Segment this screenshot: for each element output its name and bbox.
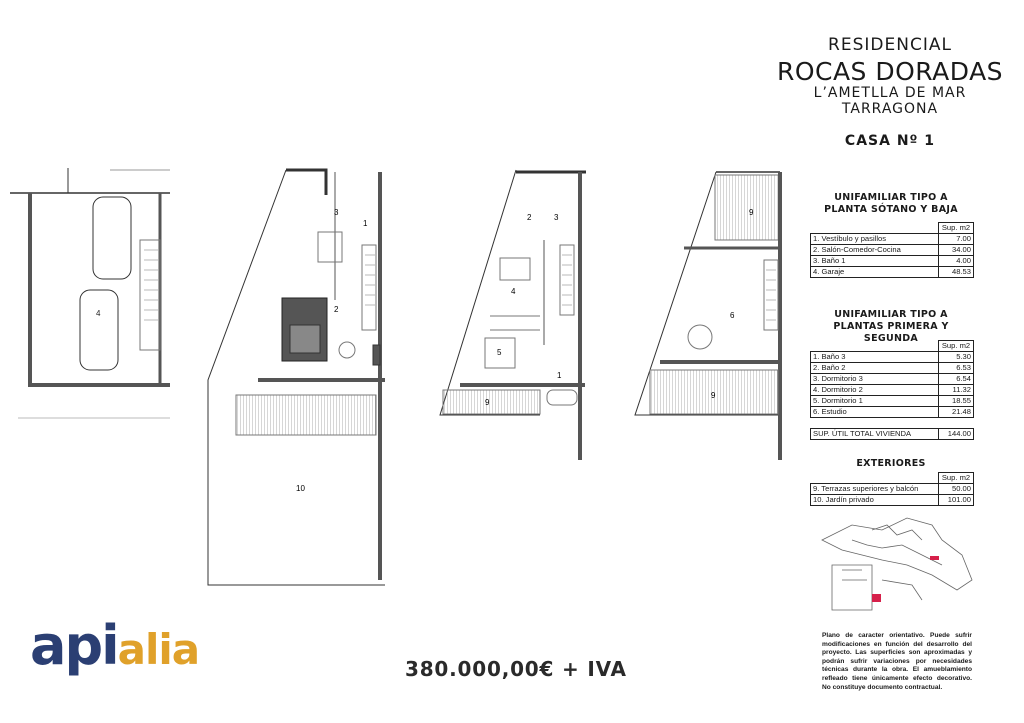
table-row: 1. Vestíbulo y pasillos 7.00: [811, 234, 974, 245]
logo-api: api: [30, 614, 118, 677]
total-value: 144.00: [939, 429, 974, 440]
table-row: 5. Dormitorio 1 18.55: [811, 396, 974, 407]
label-second-6: 6: [730, 311, 735, 320]
table-row: 10. Jardín privado 101.00: [811, 495, 974, 506]
table-row: 3. Dormitorio 3 6.54: [811, 374, 974, 385]
site-marker-bottom: [872, 594, 881, 602]
label-first-3: 3: [554, 213, 559, 222]
table-row: 1. Baño 3 5.30: [811, 352, 974, 363]
table-row: 2. Baño 2 6.53: [811, 363, 974, 374]
exteriors-title: EXTERIORES: [856, 458, 926, 469]
upper-floors-title: UNIFAMILIAR TIPO A PLANTAS PRIMERA Y SEGUNDA: [833, 309, 949, 344]
table-row: 4. Dormitorio 2 11.32: [811, 385, 974, 396]
table-row: 2. Salón-Comedor-Cocina 34.00: [811, 245, 974, 256]
header-residencial: RESIDENCIAL: [828, 35, 952, 55]
label-ground-1: 1: [363, 219, 368, 228]
logo-alia: alia: [117, 625, 200, 674]
site-marker-top: [930, 556, 939, 560]
table-row: 9. Terrazas superiores y balcón 50.00: [811, 484, 974, 495]
site-location-map: [812, 510, 977, 615]
label-ground-3: 3: [334, 208, 339, 217]
label-first-2: 2: [527, 213, 532, 222]
total-table: [810, 428, 974, 440]
apialia-logo: [30, 616, 199, 680]
label-second-9a: 9: [749, 208, 754, 217]
col-header: Sup. m2: [939, 473, 974, 484]
table-row: 3. Baño 1 4.00: [811, 256, 974, 267]
label-ground-10: 10: [296, 484, 305, 493]
table-row: 6. Estudio 21.48: [811, 407, 974, 418]
label-first-5: 5: [497, 348, 502, 357]
ground-floor-table: [810, 222, 974, 278]
ground-plan: [208, 170, 385, 585]
header-province: TARRAGONA: [841, 101, 939, 117]
second-plan: [635, 172, 780, 460]
col-header: Sup. m2: [939, 223, 974, 234]
price: 380.000,00€ + IVA: [405, 657, 627, 681]
label-first-9: 9: [485, 398, 490, 407]
first-plan: [440, 170, 586, 460]
label-first-4: 4: [511, 287, 516, 296]
header-town: L’AMETLLA DE MAR: [813, 85, 967, 101]
disclaimer-note: Plano de caracter orientativo. Puede sufrir modificaciones en función del desarrollo del proyecto. Las superficies son aproximadas y podrán sufrir variaciones por necesidades técnicas durante la obra. El amueblamiento refleado tiene únicamente efecto decorativo. No constituye documento contractual.: [822, 632, 972, 691]
exteriors-table: [810, 472, 974, 506]
total-label: SUP. ÚTIL TOTAL VIVIENDA: [811, 429, 939, 440]
label-second-9b: 9: [711, 391, 716, 400]
col-header: Sup. m2: [939, 341, 974, 352]
house-number: CASA Nº 1: [844, 133, 936, 149]
header-project-name: ROCAS DORADAS: [776, 57, 1004, 86]
ground-floor-title: UNIFAMILIAR TIPO A PLANTA SÓTANO Y BAJA: [824, 192, 958, 215]
basement-plan: [10, 168, 170, 418]
label-first-1: 1: [557, 371, 562, 380]
table-row: 4. Garaje 48.53: [811, 267, 974, 278]
label-basement-4: 4: [96, 309, 101, 318]
upper-floors-table: [810, 340, 974, 418]
label-ground-2: 2: [334, 305, 339, 314]
